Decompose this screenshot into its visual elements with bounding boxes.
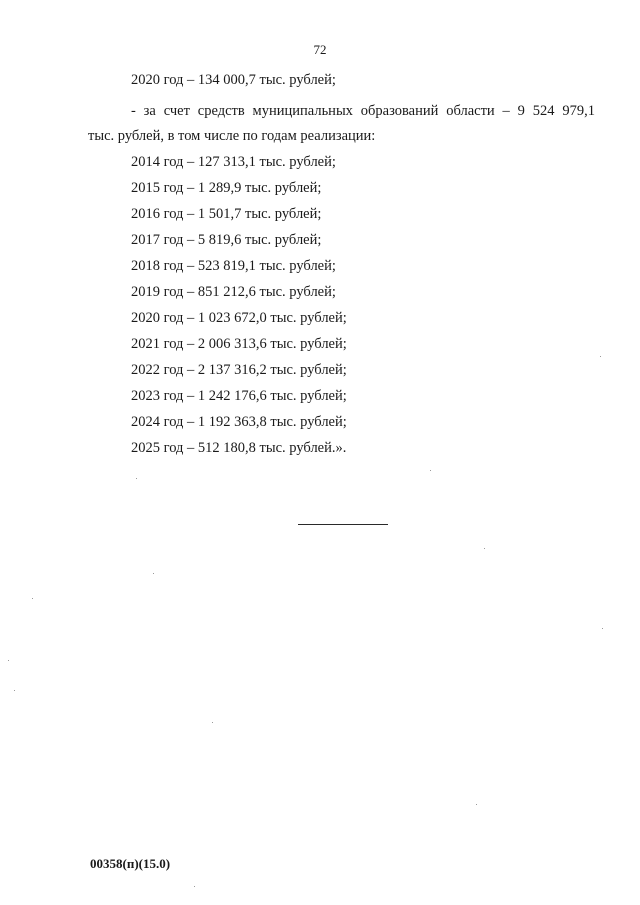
scan-speck — [212, 722, 213, 723]
funding-year-line: 2018 год – 523 819,1 тыс. рублей; — [131, 258, 336, 274]
scan-speck — [32, 598, 33, 599]
scan-speck — [136, 478, 137, 479]
scan-speck — [8, 660, 9, 661]
funding-line-2020-previous: 2020 год – 134 000,7 тыс. рублей; — [131, 72, 336, 88]
page-number: 72 — [313, 42, 327, 57]
funding-year-line: 2025 год – 512 180,8 тыс. рублей.». — [131, 440, 347, 456]
municipal-funding-intro: - за счет средств муниципальных образований области – 9 524 979,1 — [131, 103, 595, 119]
scan-speck — [602, 628, 603, 629]
funding-year-line: 2014 год – 127 313,1 тыс. рублей; — [131, 154, 336, 170]
funding-year-line: 2021 год – 2 006 313,6 тыс. рублей; — [131, 336, 347, 352]
scan-speck — [600, 356, 601, 357]
funding-year-line: 2019 год – 851 212,6 тыс. рублей; — [131, 284, 336, 300]
funding-year-line: 2020 год – 1 023 672,0 тыс. рублей; — [131, 310, 347, 326]
scan-speck — [14, 690, 15, 691]
scan-speck — [430, 470, 431, 471]
separator-line — [298, 524, 388, 525]
funding-year-line: 2024 год – 1 192 363,8 тыс. рублей; — [131, 414, 347, 430]
scan-speck — [484, 548, 485, 549]
scan-speck — [153, 573, 154, 574]
funding-year-line: 2023 год – 1 242 176,6 тыс. рублей; — [131, 388, 347, 404]
scan-speck — [476, 804, 477, 805]
scan-speck — [194, 886, 195, 887]
funding-year-line: 2015 год – 1 289,9 тыс. рублей; — [131, 180, 322, 196]
document-code: 00358(п)(15.0) — [90, 856, 171, 871]
municipal-funding-intro-continued: тыс. рублей, в том числе по годам реализации: — [88, 128, 376, 144]
funding-year-line: 2017 год – 5 819,6 тыс. рублей; — [131, 232, 322, 248]
funding-year-line: 2016 год – 1 501,7 тыс. рублей; — [131, 206, 322, 222]
funding-year-line: 2022 год – 2 137 316,2 тыс. рублей; — [131, 362, 347, 378]
